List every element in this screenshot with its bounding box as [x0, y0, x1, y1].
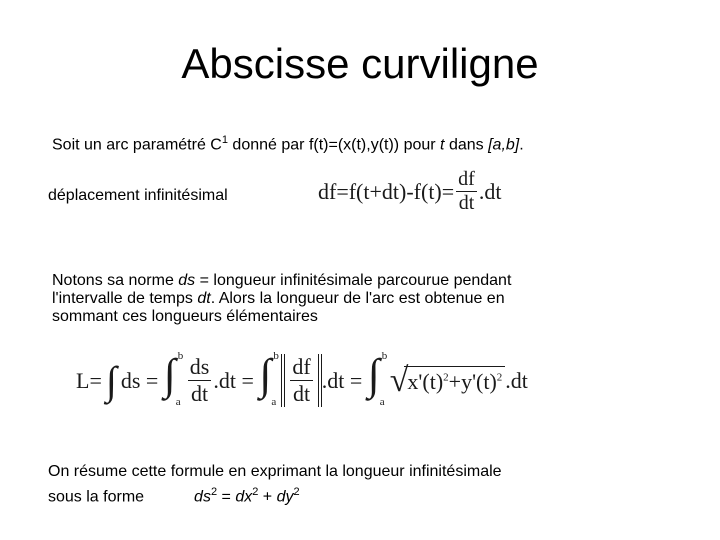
eq2-f2-den: dt — [292, 381, 311, 406]
conclusion-l1: On résume cette formule en exprimant la longueur infinitésimale — [48, 463, 502, 480]
radicand-exp-2: 2 — [496, 371, 503, 384]
conclusion-exp-3: 2 — [293, 486, 300, 498]
para-l2c: . Alors la longueur de l'arc est obtenue en — [210, 290, 505, 307]
intro-part2: donné par f(t)=(x(t),y(t)) pour — [227, 136, 441, 154]
eq2-L: L= — [76, 367, 102, 393]
intro-part1: Soit un arc paramétré C — [52, 136, 222, 154]
eq2-f2-num: df — [292, 354, 311, 379]
integral-lower: a — [175, 395, 181, 408]
para-l3: sommant ces longueurs élémentaires — [52, 308, 318, 325]
intro-t: t — [440, 136, 445, 154]
integral-icon: ∫ — [105, 358, 117, 403]
radicand-y: +y'(t) — [448, 369, 497, 394]
integral-upper: b — [273, 349, 279, 362]
integral-2 — [259, 349, 281, 408]
eq2-f1-num: ds — [189, 354, 210, 379]
intro-text — [52, 131, 524, 154]
conclusion — [48, 462, 502, 507]
eq2-fraction-1 — [188, 354, 212, 407]
page-title: Abscisse curviligne — [181, 40, 539, 87]
eq2-f1-den: dt — [191, 381, 209, 406]
conclusion-exp-1: 2 — [210, 486, 218, 498]
eq2-fraction-2 — [290, 354, 312, 407]
displacement-label: déplacement infinitésimal — [48, 187, 228, 204]
conclusion-dy: dy — [276, 488, 294, 506]
eq2-dt3: .dt — [505, 367, 528, 393]
integral-icon: ∫ — [259, 349, 272, 399]
para-l2b: dt — [197, 290, 211, 307]
equation-displacement — [318, 168, 501, 215]
eq1-den: dt — [458, 192, 475, 214]
integral-1 — [163, 349, 186, 408]
paragraph — [52, 272, 511, 326]
norm-bars — [281, 354, 321, 407]
para-l1a: Notons sa norme — [52, 272, 179, 289]
integral-icon: ∫ — [163, 349, 176, 399]
integral-icon: ∫ — [367, 349, 380, 399]
integral-upper: b — [177, 349, 184, 362]
intro-sup: 1 — [221, 134, 228, 146]
square-root — [390, 362, 506, 400]
eq2-dt1: .dt = — [213, 367, 254, 393]
radicand-exp-1: 2 — [443, 371, 449, 384]
conclusion-equals: = — [217, 488, 236, 506]
integral-upper: b — [381, 349, 388, 362]
eq1-tail: .dt — [478, 178, 502, 204]
para-l2a: l'intervalle de temps — [52, 290, 198, 307]
eq1-fraction — [456, 168, 477, 215]
conclusion-exp-2: 2 — [252, 486, 259, 498]
intro-interval: [a,b] — [488, 136, 520, 154]
eq1-num: df — [458, 168, 475, 190]
equation-length — [76, 349, 528, 408]
eq1-lhs: df=f(t+dt)-f(t)= — [318, 178, 455, 204]
integral-3 — [367, 349, 390, 408]
conclusion-ds: ds — [194, 488, 211, 506]
radicand-x: x'(t) — [407, 369, 444, 394]
integral-lower: a — [271, 395, 277, 408]
conclusion-plus: + — [258, 488, 277, 506]
eq2-dt2: .dt = — [321, 367, 363, 393]
conclusion-dx: dx — [235, 488, 253, 506]
intro-part3: dans — [444, 136, 489, 154]
para-l1c: = longueur infinitésimale parcourue pendant — [195, 272, 512, 289]
radical-icon: √ — [389, 361, 409, 399]
integral-lower: a — [379, 395, 385, 408]
para-l1b: ds — [178, 272, 196, 289]
eq2-ds: ds = — [120, 367, 159, 393]
conclusion-l2: sous la forme — [48, 488, 145, 506]
intro-part4: . — [519, 136, 524, 154]
